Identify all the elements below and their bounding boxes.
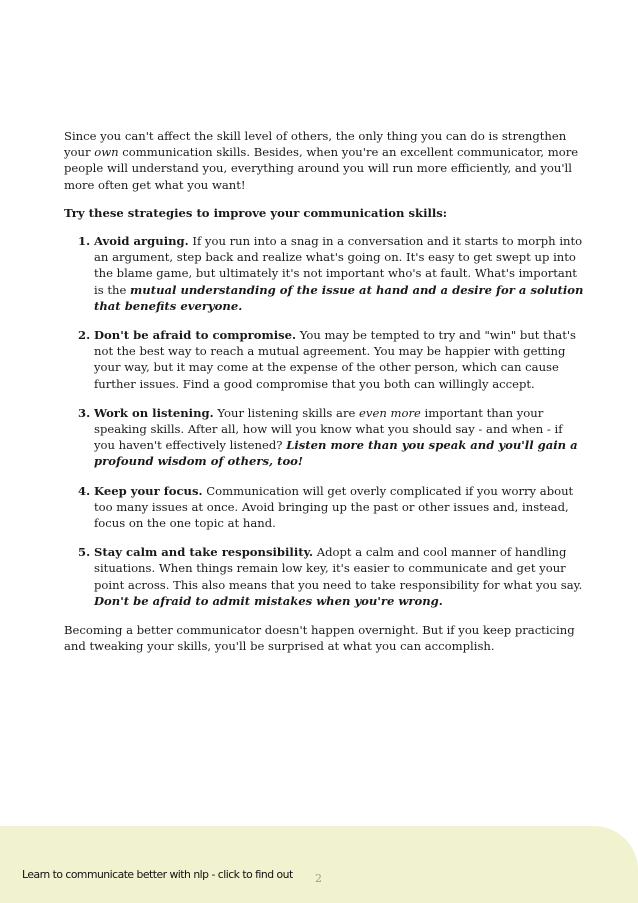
list-item xyxy=(64,483,584,532)
item-italic: even more xyxy=(359,405,421,420)
item-title: Don't be afraid to compromise. xyxy=(94,328,297,343)
item-emphasis: Don't be afraid to admit mistakes when you're wrong. xyxy=(94,593,443,608)
item-number: 4. xyxy=(78,483,91,498)
item-text: If you run into a snag in a conversation and it starts to morph into an argument, step back and realize what's going on. It's easy to get swept up into the blame game, but ultimately it's not important who's at fault. What's important is the xyxy=(94,234,583,297)
list-item xyxy=(64,327,584,392)
strategies-list xyxy=(64,233,584,609)
strategies-heading: Try these strategies to improve your communication skills: xyxy=(64,205,448,220)
intro-text-after: communication skills. Besides, when you're an excellent communicator, more people will understand you, everything around you will run more efficiently, and you'll more often get what you want! xyxy=(64,145,579,192)
item-title: Avoid arguing. xyxy=(94,234,189,249)
item-number: 1. xyxy=(78,234,91,249)
list-item xyxy=(64,544,584,609)
closing-paragraph: Becoming a better communicator doesn't happen overnight. But if you keep practicing and tweaking your skills, you'll be surprised at what you can accomplish. xyxy=(64,623,575,654)
list-item xyxy=(64,405,584,470)
item-emphasis: Listen more than you speak and you'll gain a profound wisdom of others, too! xyxy=(94,438,578,469)
item-number: 2. xyxy=(78,328,91,343)
page-content xyxy=(64,128,584,654)
item-emphasis: mutual understanding of the issue at hand and a desire for a solution that benefits everyone. xyxy=(94,282,584,313)
intro-paragraph xyxy=(64,128,584,193)
item-number: 5. xyxy=(78,545,91,560)
list-item xyxy=(64,233,584,314)
item-text: Your listening skills are xyxy=(213,405,360,420)
item-number: 3. xyxy=(78,405,91,420)
page-number: 2 xyxy=(315,872,322,885)
item-text-after: important than your speaking skills. After all, how will you know what you should say - and when - if you haven't effectively listened? xyxy=(94,405,563,453)
item-text: Adopt a calm and cool manner of handling situations. When things remain low key, it's easier to communicate and get your point across. This also means that you need to take responsibility for what you say. xyxy=(94,545,583,592)
item-title: Stay calm and take responsibility. xyxy=(94,545,314,560)
footer-link[interactable]: Learn to communicate better with nlp - click to find out xyxy=(22,868,293,881)
intro-text-before: Since you can't affect the skill level of others, the only thing you can do is strengthen your xyxy=(64,129,567,160)
item-title: Keep your focus. xyxy=(94,483,203,498)
intro-emphasis: own xyxy=(94,145,119,160)
page-footer xyxy=(0,826,638,903)
item-text: You may be tempted to try and "win" but that's not the best way to reach a mutual agreement. You may be happier with getting your way, but it may come at the expense of the other person, which can cause further issues. Find a good compromise that you both can willingly accept. xyxy=(94,328,576,391)
item-title: Work on listening. xyxy=(94,405,214,420)
item-text: Communication will get overly complicated if you worry about too many issues at once. Avoid bringing up the past or other issues and, instead, focus on the one topic at hand. xyxy=(94,483,574,531)
